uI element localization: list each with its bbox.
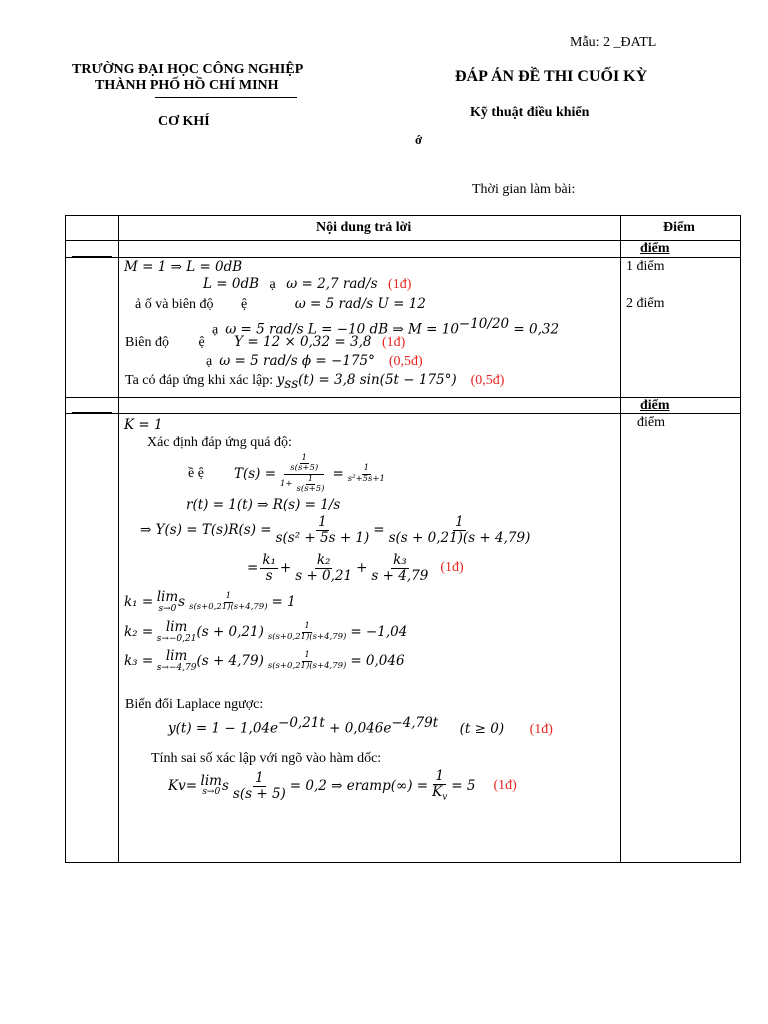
q3-r-line: r(t) = 1(t) ⇒ R(s) = 1/s [186,497,341,513]
q2-line3: Biên độ ệ Y = 12 × 0,32 = 3,8 (1đ) [125,334,406,350]
q3-yt-line: $y(t) = 1 - 1,04e^{-0,21t} + 0,046e^{-4,79t}$ (t ≥ 0) (1đ) [168,715,553,737]
q3-kv-line: K v = lim s→0 s $\frac{1}{s(s + 5)}$ = 0,2 ⇒ e ramp (∞) = $\frac{1}{K_v}$ = 5 (1đ) [168,768,517,803]
score-row3: 2 điểm [626,296,665,311]
score-row4: điểm [640,398,670,413]
q3-k3: k₃ = lim s→−4,79 (s + 4,79) $\frac{1}{s(s+0,21)(s+4,79)}$ = 0,046 [124,648,405,673]
time-label: Thời gian làm bài: [472,182,576,197]
q3-k2: k₂ = lim s→−0,21 (s + 0,21) $\frac{1}{s(s+0,21)(s+4,79)}$ = −1,04 [124,619,408,644]
school-underline [155,97,297,98]
score-row5: điểm [637,415,665,430]
exam-title: ĐÁP ÁN ĐỀ THI CUỐI KỲ [455,68,648,85]
q2-line2: ạ ω = 5 rad/s L = −10 dB ⇒ $M = 10^{-10/20} = 0,32$ [212,316,560,338]
q3-k-line: K = 1 [124,417,163,433]
q1-line2: L = 0dB ạ ω = 2,7 rad/s (1đ) [203,276,412,292]
q2-line5: Ta có đáp ứng khi xác lập: $y_{ss}(t) = 3,8$ sin(5t − 175°) (0,5đ) [125,372,505,392]
q3-step-title: Xác định đáp ứng quá độ: [147,435,292,450]
q3-transfer-function: ề ệ T(s) = $\frac{1}{s(s+5)}$ 1+ $\frac{1}{s(s+5)}$ = $\frac{1}{\text{s²+5s+1}}$ [188,453,385,495]
faculty-name: CƠ KHÍ [158,114,210,129]
q3-ramp-title: Tính sai số xác lập với ngõ vào hàm dốc: [151,751,382,766]
score-row1: điểm [640,241,670,256]
column-header-content: Nội dung trả lời [316,220,412,235]
q2-line4: ạ ω = 5 rad/s ϕ = −175° (0,5đ) [206,353,423,369]
q3-k1: k₁ = lim s→0 s $\frac{1}{s(s+0,21)(s+4,79)}$ = 1 [124,589,296,614]
column-header-score: Điểm [663,220,695,235]
q1-line1: M = 1 ⇒ L = 0dB [124,259,243,275]
q3-laplace-title: Biến đổi Laplace ngược: [125,697,264,712]
score-row2: 1 điểm [626,259,665,274]
school-name-line2: THÀNH PHỐ HỒ CHÍ MINH [95,78,279,93]
school-name-line1: TRƯỜNG ĐẠI HỌC CÔNG NGHIỆP [72,62,304,77]
q2-line1: ả ố và biên độ ệ ω = 5 rad/s U = 12 [135,296,426,312]
q3-partial-fractions: = $\frac{\text{k₁}}{s}$ + $\frac{\text{k₂}}{s + 0,21}$ + $\frac{\text{k₃}}{s + 4,79}$ (1đ) [247,552,464,584]
stray-character: ớ [415,132,423,147]
q3-y-line: ⇒ Y(s) = T(s)R(s) = $\frac{1}{\text{s(s² + 5s + 1)}}$ = $\frac{1}{s(s + 0,21)(s + 4,79)}$ [140,514,531,546]
form-code: Mẫu: 2 _ĐATL [570,35,657,50]
subject-name: Kỹ thuật điều khiển [470,105,590,120]
